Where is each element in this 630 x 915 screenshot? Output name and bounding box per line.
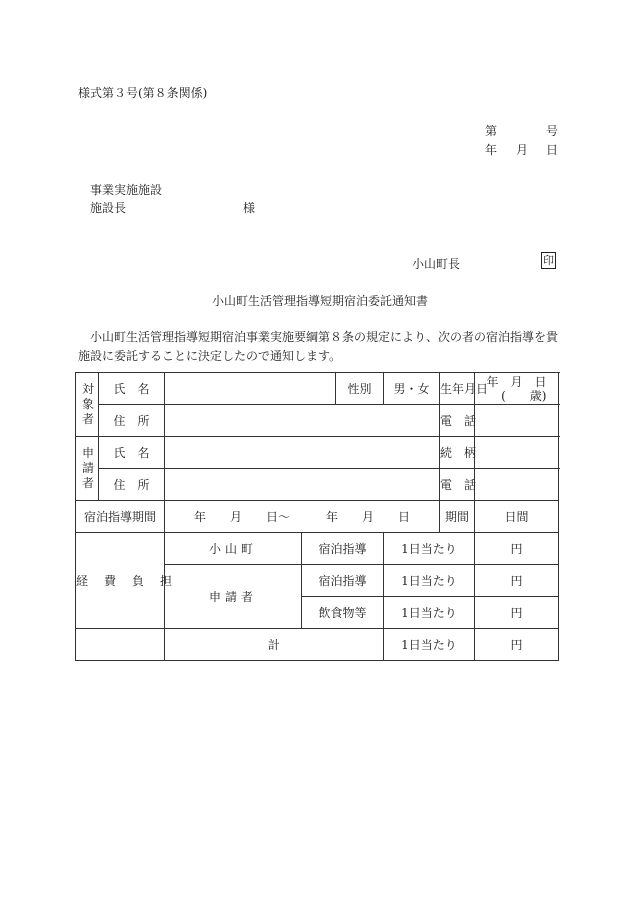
seal-mark: 印 (543, 254, 554, 267)
applicant-phone-label: 電 話 (440, 469, 475, 501)
document-number-suffix: 号 (546, 124, 559, 138)
food-label: 飲食物等 (302, 597, 384, 629)
subject-name-label: 氏 名 (99, 373, 165, 405)
table-row (76, 533, 559, 565)
food-per-day: 1日当たり (384, 597, 475, 629)
issue-date-month: 月 (516, 143, 529, 157)
document-number-label: 第 (485, 124, 498, 138)
total-label: 計 (165, 629, 384, 661)
notification-table (75, 372, 559, 661)
form-identifier: 様式第３号(第８条関係) (78, 86, 208, 100)
town-yen[interactable]: 円 (475, 533, 559, 565)
birthdate-ymd: 年 月 日 (486, 374, 547, 389)
subject-label: 対象者 (76, 373, 99, 437)
duration-days[interactable]: 日間 (475, 501, 559, 533)
subject-address-label: 住 所 (99, 405, 165, 437)
table-row (76, 501, 559, 533)
birthdate-age: ( 歳) (501, 388, 547, 403)
food-yen[interactable]: 円 (475, 597, 559, 629)
total-yen[interactable]: 円 (475, 629, 559, 661)
duration-label: 期間 (440, 501, 475, 533)
town-per-day: 1日当たり (384, 533, 475, 565)
payer-applicant: 申請者 (165, 565, 302, 629)
sex-label: 性別 (336, 373, 384, 405)
addressee-honorific: 様 (243, 201, 256, 215)
birthdate-field[interactable] (475, 373, 559, 405)
applicant-phone-field[interactable] (475, 469, 559, 501)
addressee-facility: 事業実施施設 (90, 183, 163, 197)
table-row (76, 437, 559, 469)
subject-phone-label: 電 話 (440, 405, 475, 437)
relation-label: 続 柄 (440, 437, 475, 469)
applicant-lodging-label: 宿泊指導 (302, 565, 384, 597)
subject-name-field[interactable] (165, 373, 336, 405)
document-body: 小山町生活管理指導短期宿泊事業実施要綱第８条の規定により、次の者の宿泊指導を貴施設に委託することに決定したので通知します。 (78, 330, 559, 363)
applicant-lodging-per-day: 1日当たり (384, 565, 475, 597)
table-row (76, 629, 559, 661)
total-per-day: 1日当たり (384, 629, 475, 661)
town-lodging-label: 宿泊指導 (302, 533, 384, 565)
applicant-address-field[interactable] (165, 469, 440, 501)
applicant-name-label: 氏 名 (99, 437, 165, 469)
applicant-name-field[interactable] (165, 437, 440, 469)
issuer-name: 小山町長 (412, 257, 461, 271)
table-row (76, 469, 559, 501)
period-label: 宿泊指導期間 (76, 501, 165, 533)
applicant-address-label: 住 所 (99, 469, 165, 501)
total-spacer (76, 629, 165, 661)
addressee-head: 施設長 (90, 201, 127, 215)
period-field[interactable]: 年 月 日〜 年 月 日 (165, 501, 440, 533)
relation-field[interactable] (475, 437, 559, 469)
subject-phone-field[interactable] (475, 405, 559, 437)
cost-label: 経費負担 (76, 533, 165, 629)
issue-date-day: 日 (546, 143, 559, 157)
table-row (76, 405, 559, 437)
issue-date-year: 年 (485, 143, 498, 157)
payer-town: 小山町 (165, 533, 302, 565)
table-row (76, 373, 559, 405)
subject-address-field[interactable] (165, 405, 440, 437)
applicant-label: 申請者 (76, 437, 99, 501)
applicant-lodging-yen[interactable]: 円 (475, 565, 559, 597)
document-title: 小山町生活管理指導短期宿泊委託通知書 (212, 294, 429, 308)
birthdate-label: 生年月日 (440, 373, 475, 405)
sex-options[interactable]: 男・女 (384, 373, 440, 405)
